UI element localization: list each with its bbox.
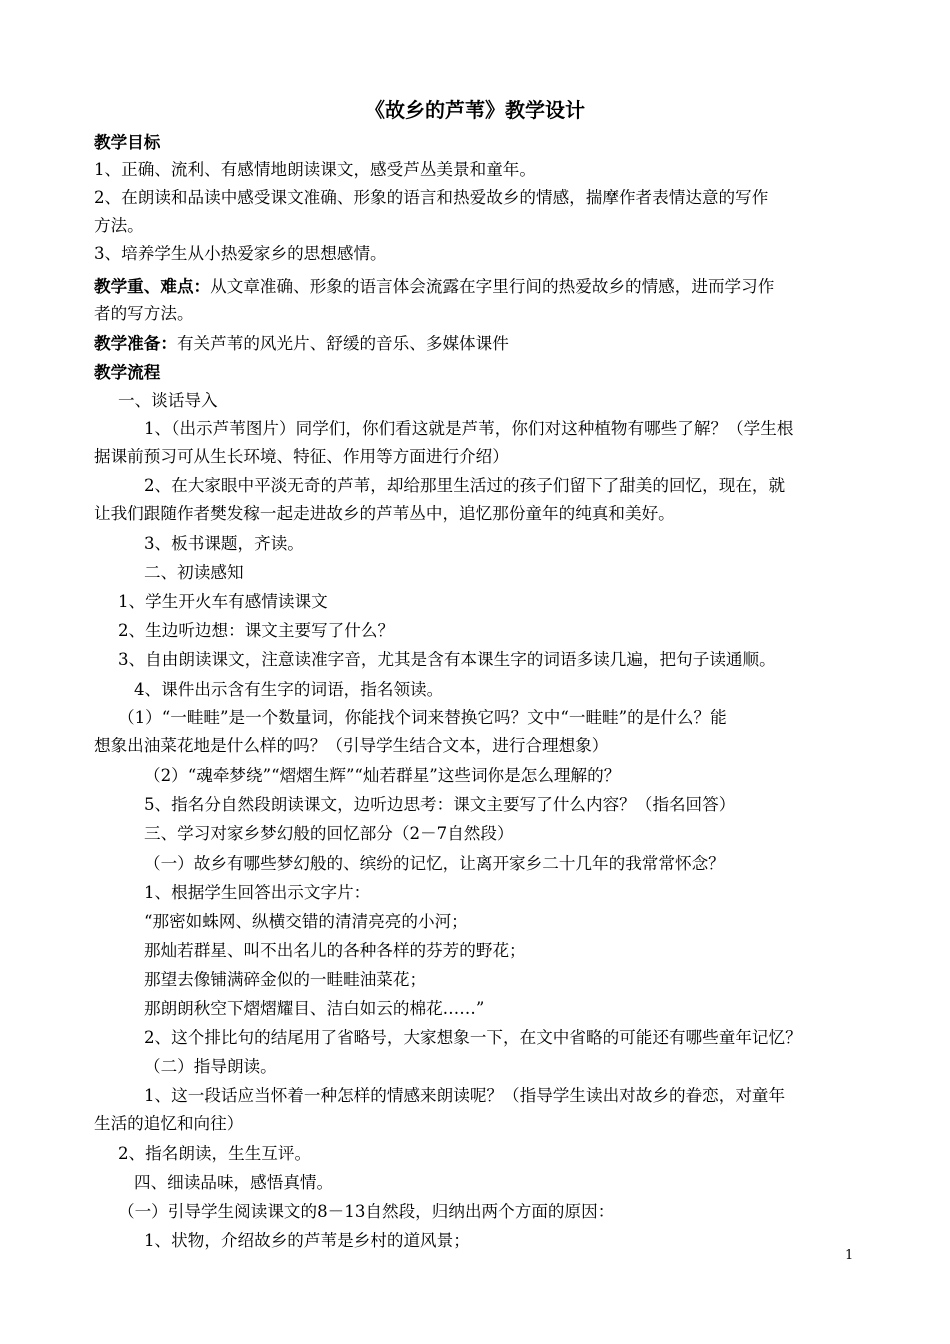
text-line (94, 130, 884, 155)
line-text: 二、初读感知 (144, 563, 244, 582)
text-line (118, 619, 908, 643)
text-line (94, 158, 884, 182)
text-line (134, 678, 924, 702)
text-line (94, 214, 884, 238)
line-text: 想象出油菜花地是什么样的吗？（引导学生结合文本，进行合理想象） (94, 736, 609, 755)
line-text: 方法。 (94, 216, 144, 235)
line-text: 让我们跟随作者樊发稼一起走进故乡的芦苇丛中，追忆那份童年的纯真和美好。 (94, 504, 675, 523)
text-line (144, 939, 934, 963)
line-text: “那密如蛛网、纵横交错的清清亮亮的小河； (144, 912, 468, 931)
section-label: 教学准备： (94, 333, 177, 353)
text-line (144, 997, 934, 1021)
text-line (144, 968, 934, 992)
line-text: 四、细读品味，感悟真情。 (134, 1173, 334, 1192)
line-text: 2、指名朗读，生生互评。 (118, 1144, 312, 1163)
text-line (118, 706, 908, 730)
text-line (94, 242, 884, 266)
line-text: 1、状物，介绍故乡的芦苇是乡村的道风景； (144, 1231, 470, 1250)
line-text: 那灿若群星、叫不出名儿的各种各样的芬芳的野花； (144, 941, 526, 960)
line-text: 5、指名分自然段朗读课文，边听边思考：课文主要写了什么内容？（指名回答） (144, 795, 736, 814)
text-line (144, 1055, 934, 1079)
page-title: 《故乡的芦苇》教学设计 (365, 98, 585, 122)
line-text: 一、谈话导入 (118, 391, 218, 410)
line-text: 2、生边听边想：课文主要写了什么？ (118, 621, 395, 640)
line-text: 者的写方法。 (94, 304, 194, 323)
line-text: 1、学生开火车有感情读课文 (118, 592, 328, 611)
line-text: 3、板书课题，齐读。 (144, 534, 304, 553)
text-line (94, 1112, 884, 1136)
line-text: 4、课件出示含有生字的词语，指名领读。 (134, 680, 444, 699)
page-number: 1 (845, 1248, 854, 1263)
text-line (94, 502, 884, 526)
line-text: 2、在朗读和品读中感受课文准确、形象的语言和热爱故乡的情感，揣摩作者表情达意的写作 (94, 188, 769, 207)
text-line (144, 1026, 934, 1050)
text-line (144, 852, 934, 876)
text-line (144, 532, 934, 556)
text-line (94, 734, 884, 758)
section-label: 教学重、难点： (94, 276, 211, 296)
line-text: 3、自由朗读课文，注意读准字音，尤其是含有本课生字的词语多读几遍，把句子读通顺。 (118, 650, 776, 669)
text-line (144, 474, 934, 498)
line-text: 那朗朗秋空下熠熠耀目、洁白如云的棉花……” (144, 999, 485, 1018)
line-text: 2、在大家眼中平淡无奇的芦苇，却给那里生活过的孩子们留下了甜美的回忆，现在，就 (144, 476, 786, 495)
line-text: （2）“魂牵梦绕”“熠熠生辉”“灿若群星”这些词你是怎么理解的？ (144, 766, 621, 785)
text-line (144, 1084, 934, 1108)
text-line (94, 274, 884, 299)
text-line (144, 881, 934, 905)
text-line (94, 302, 884, 326)
line-text: 1、根据学生回答出示文字片： (144, 883, 371, 902)
line-text: 那望去像铺满碎金似的一畦畦油菜花； (144, 970, 427, 989)
line-text: 从文章准确、形象的语言体会流露在字里行间的热爱故乡的情感，进而学习作 (210, 277, 775, 296)
line-text: 生活的追忆和向往） (94, 1114, 244, 1133)
text-line (144, 910, 934, 934)
line-text: （1）“一畦畦”是一个数量词，你能找个词来替换它吗？文中“一畦畦”的是什么？能 (118, 708, 727, 727)
text-line (144, 764, 934, 788)
text-line (144, 1229, 934, 1253)
line-text: 1、这一段话应当怀着一种怎样的情感来朗读呢？（指导学生读出对故乡的眷恋，对童年 (144, 1086, 786, 1105)
text-line (94, 445, 884, 469)
line-text: 1、正确、流利、有感情地朗读课文，感受芦丛美景和童年。 (94, 160, 536, 179)
line-text: 有关芦苇的风光片、舒缓的音乐、多媒体课件 (176, 334, 509, 353)
text-line (144, 822, 934, 846)
section-heading: 教学目标 (94, 132, 161, 152)
text-line (118, 389, 908, 413)
section-heading: 教学流程 (94, 362, 161, 382)
text-line (118, 1200, 908, 1224)
text-line (144, 417, 934, 441)
line-text: 三、学习对家乡梦幻般的回忆部分（2－7自然段） (144, 824, 514, 843)
text-line (118, 648, 908, 672)
text-line (144, 793, 934, 817)
text-line (118, 590, 908, 614)
text-line (94, 360, 884, 385)
text-line (118, 1142, 908, 1166)
line-text: 1、（出示芦苇图片）同学们，你们看这就是芦苇，你们对这种植物有哪些了解？（学生根 (144, 419, 794, 438)
text-line (94, 186, 884, 210)
text-line (94, 331, 884, 356)
line-text: （二）指导朗读。 (144, 1057, 277, 1076)
text-line (144, 561, 934, 585)
text-line (134, 1171, 924, 1195)
line-text: （一）引导学生阅读课文的8－13自然段，归纳出两个方面的原因： (118, 1202, 615, 1221)
line-text: 据课前预习可从生长环境、特征、作用等方面进行介绍） (94, 447, 509, 466)
line-text: 2、这个排比句的结尾用了省略号，大家想象一下，在文中省略的可能还有哪些童年记忆？ (144, 1028, 802, 1047)
line-text: （一）故乡有哪些梦幻般的、缤纷的记忆，让离开家乡二十几年的我常常怀念？ (144, 854, 725, 873)
line-text: 3、培养学生从小热爱家乡的思想感情。 (94, 244, 387, 263)
